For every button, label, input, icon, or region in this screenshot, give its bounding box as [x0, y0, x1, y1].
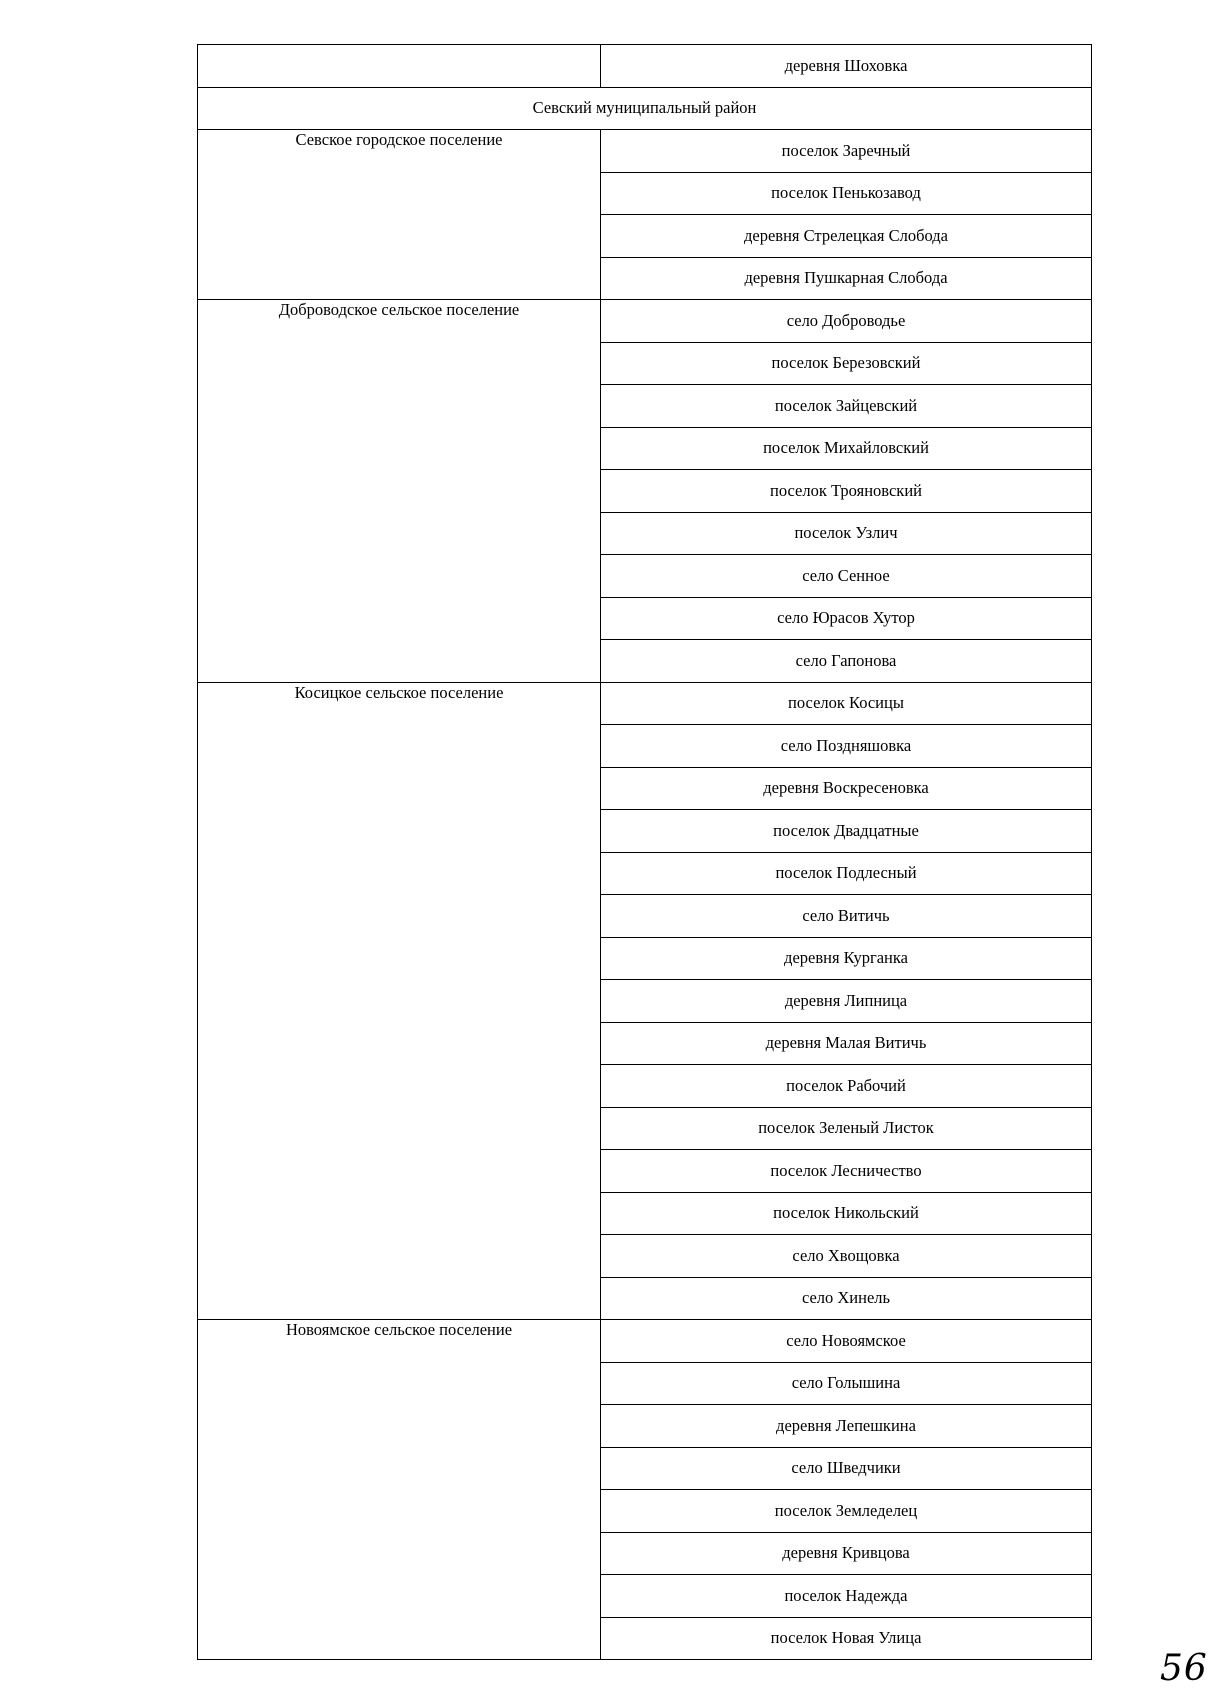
locality-cell: деревня Малая Витичь: [601, 1022, 1092, 1065]
locality-cell: село Витичь: [601, 895, 1092, 938]
locality-cell: поселок Надежда: [601, 1575, 1092, 1618]
locality-cell: деревня Курганка: [601, 937, 1092, 980]
locality-cell: поселок Пенькозавод: [601, 172, 1092, 215]
locality-cell: село Сенное: [601, 555, 1092, 598]
locality-cell: поселок Михайловский: [601, 427, 1092, 470]
settlement-cell: Севское городское поселение: [198, 130, 601, 300]
settlement-cell: Доброводское сельское поселение: [198, 300, 601, 683]
settlements-table: [197, 44, 1092, 1660]
locality-cell: поселок Никольский: [601, 1192, 1092, 1235]
locality-cell: поселок Земледелец: [601, 1490, 1092, 1533]
table-row: [198, 45, 1092, 88]
locality-cell: поселок Подлесный: [601, 852, 1092, 895]
locality-cell: село Поздняшовка: [601, 725, 1092, 768]
locality-cell: поселок Зайцевский: [601, 385, 1092, 428]
locality-cell: деревня Шоховка: [601, 45, 1092, 88]
district-row: [198, 87, 1092, 130]
locality-cell: село Голышина: [601, 1362, 1092, 1405]
table-row: [198, 682, 1092, 725]
locality-cell: поселок Узлич: [601, 512, 1092, 555]
district-heading: Севский муниципальный район: [198, 87, 1092, 130]
table-row: [198, 1320, 1092, 1363]
locality-cell: поселок Зеленый Листок: [601, 1107, 1092, 1150]
locality-cell: село Юрасов Хутор: [601, 597, 1092, 640]
locality-cell: село Гапонова: [601, 640, 1092, 683]
locality-cell: село Доброводье: [601, 300, 1092, 343]
locality-cell: поселок Лесничество: [601, 1150, 1092, 1193]
locality-cell: поселок Новая Улица: [601, 1617, 1092, 1660]
locality-cell: село Хвощовка: [601, 1235, 1092, 1278]
settlement-cell: Новоямское сельское поселение: [198, 1320, 601, 1660]
locality-cell: село Шведчики: [601, 1447, 1092, 1490]
empty-cell: [198, 45, 601, 88]
locality-cell: деревня Пушкарная Слобода: [601, 257, 1092, 300]
locality-cell: поселок Заречный: [601, 130, 1092, 173]
table-row: [198, 130, 1092, 173]
table-row: [198, 300, 1092, 343]
locality-cell: поселок Косицы: [601, 682, 1092, 725]
locality-cell: село Новоямское: [601, 1320, 1092, 1363]
locality-cell: деревня Воскресеновка: [601, 767, 1092, 810]
table-body: [198, 45, 1092, 1660]
settlement-cell: Косицкое сельское поселение: [198, 682, 601, 1320]
locality-cell: деревня Стрелецкая Слобода: [601, 215, 1092, 258]
page-number: 56: [1160, 1648, 1208, 1689]
locality-cell: поселок Двадцатные: [601, 810, 1092, 853]
locality-cell: деревня Кривцова: [601, 1532, 1092, 1575]
locality-cell: деревня Липница: [601, 980, 1092, 1023]
locality-cell: деревня Лепешкина: [601, 1405, 1092, 1448]
locality-cell: поселок Березовский: [601, 342, 1092, 385]
locality-cell: село Хинель: [601, 1277, 1092, 1320]
locality-cell: поселок Рабочий: [601, 1065, 1092, 1108]
locality-cell: поселок Трояновский: [601, 470, 1092, 513]
